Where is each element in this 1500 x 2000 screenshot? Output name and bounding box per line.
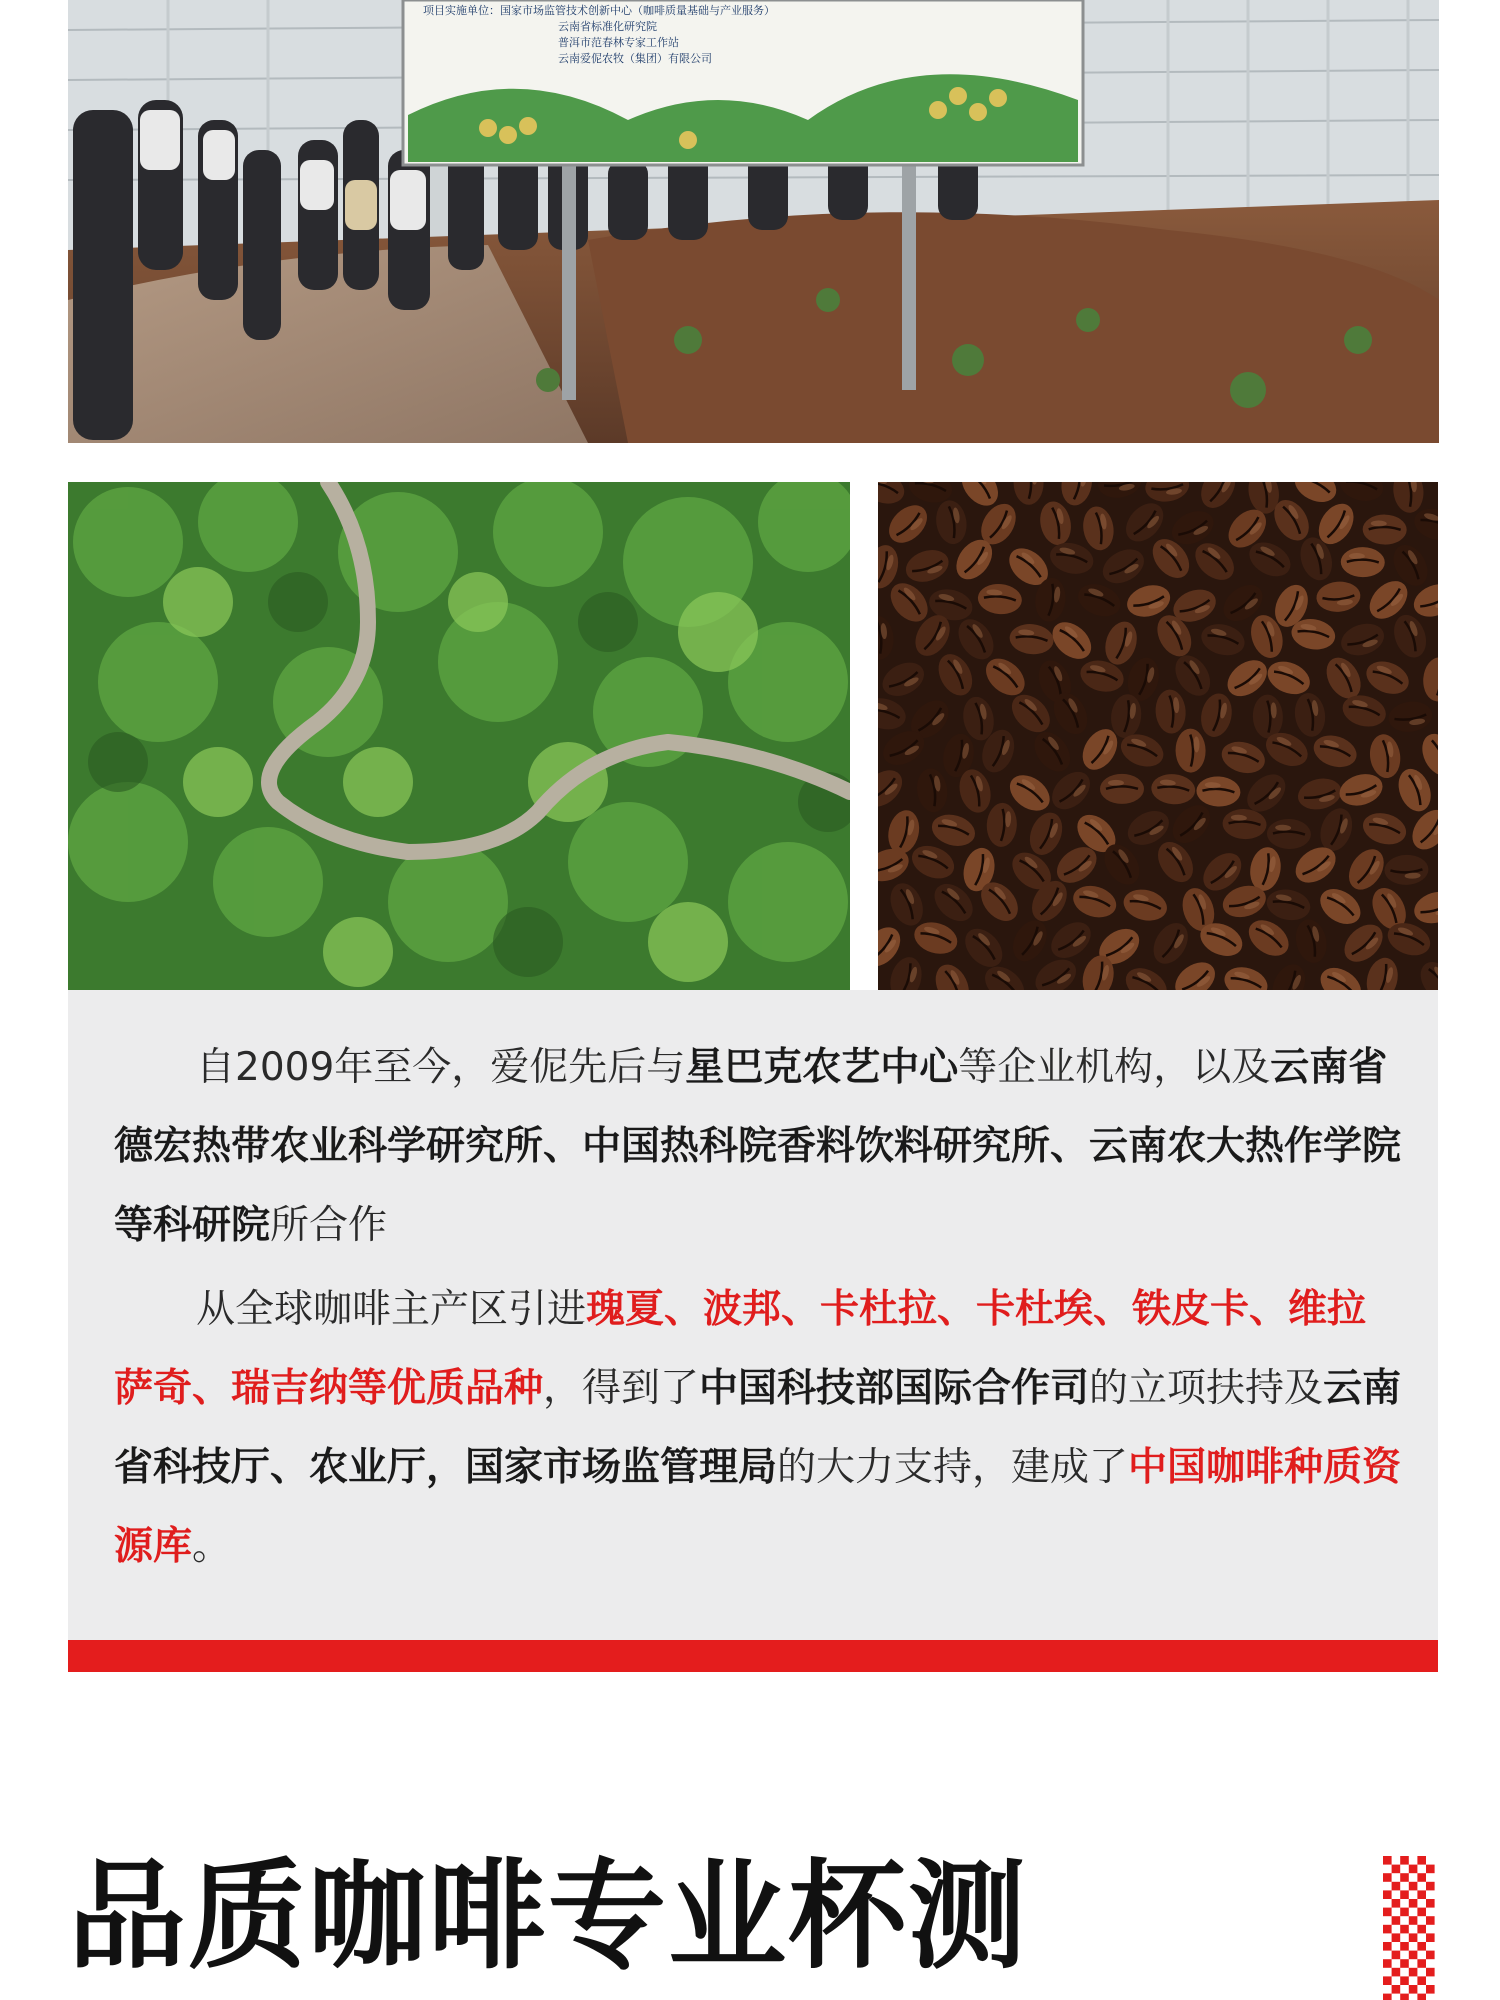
p2-run: 中国科技部国际合作司 bbox=[699, 1366, 1090, 1411]
sign-line-1: 项目实施单位：国家市场监管技术创新中心（咖啡质量基础与产业服务） bbox=[423, 5, 775, 17]
red-divider-bar bbox=[68, 1640, 1438, 1672]
intro-panel bbox=[68, 990, 1438, 1640]
plantation-visit-photo bbox=[68, 0, 1439, 443]
p2-run: 的立项扶持及 bbox=[1089, 1366, 1324, 1411]
sign-line-3: 普洱市范春林专家工作站 bbox=[558, 37, 679, 49]
p1-run: 所合作 bbox=[270, 1203, 388, 1248]
forest-aerial-photo bbox=[68, 482, 850, 990]
intro-paragraph-2 bbox=[114, 1270, 1404, 1586]
intro-paragraph-1 bbox=[114, 1028, 1404, 1265]
p2-run: 从全球咖啡主产区引进 bbox=[196, 1287, 587, 1332]
sign-line-4: 云南爱伲农牧（集团）有限公司 bbox=[558, 53, 712, 65]
p2-run: 中国咖啡种质资源库 bbox=[114, 1445, 1402, 1569]
checker-decoration bbox=[1383, 1856, 1435, 2000]
section-title: 品质咖啡专业杯测 bbox=[68, 1847, 1029, 1985]
p2-run: ，得到了 bbox=[543, 1366, 700, 1411]
p2-run: 瑰夏、波邦、卡杜拉、卡杜埃、铁皮卡、维拉萨奇、瑞吉纳等优质品种 bbox=[114, 1287, 1367, 1411]
p1-run: 自2009年至今，爱伲先后与 bbox=[196, 1045, 686, 1090]
sign-line-2: 云南省标准化研究院 bbox=[558, 21, 657, 33]
p2-run: 云南省科技厅、农业厅，国家市场监管理局 bbox=[114, 1366, 1402, 1490]
p1-run: 星巴克农艺中心 bbox=[685, 1045, 959, 1090]
p1-run: 云南省德宏热带农业科学研究所、中国热科院香料饮料研究所、云南农大热作学院等科研院 bbox=[114, 1045, 1402, 1248]
p2-run: 的大力支持，建成了 bbox=[777, 1445, 1129, 1490]
p1-run: 等企业机构，以及 bbox=[958, 1045, 1271, 1090]
p2-run: 。 bbox=[192, 1524, 232, 1569]
coffee-beans-photo bbox=[878, 482, 1438, 990]
